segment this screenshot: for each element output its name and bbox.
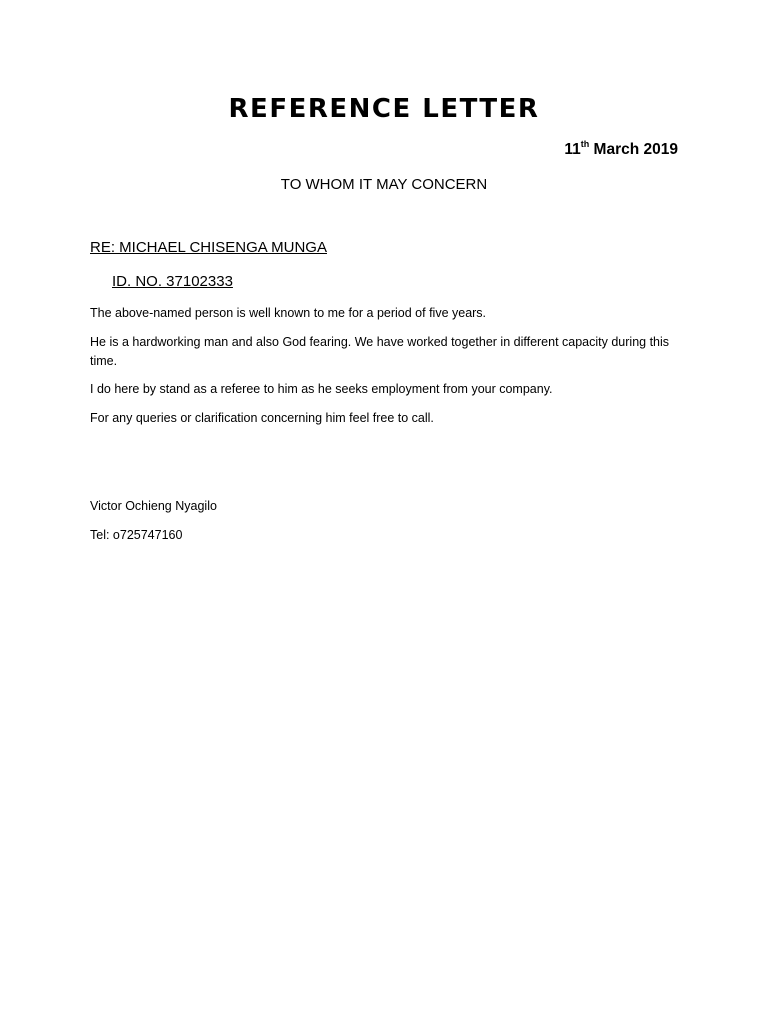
signatory-name: Victor Ochieng Nyagilo xyxy=(90,499,217,513)
letter-date xyxy=(564,140,678,161)
subject-line: RE: MICHAEL CHISENGA MUNGA xyxy=(90,239,327,256)
date-day: 11 xyxy=(564,141,581,158)
body-paragraph: For any queries or clarification concerning him feel free to call. xyxy=(90,411,434,425)
date-suffix: th xyxy=(580,139,590,149)
body-paragraph: The above-named person is well known to me for a period of five years. xyxy=(90,306,487,320)
date-month-year: March 2019 xyxy=(589,141,678,158)
salutation: TO WHOM IT MAY CONCERN xyxy=(280,176,488,193)
signatory-phone: Tel: o725747160 xyxy=(90,528,183,542)
id-number-line: ID. NO. 37102333 xyxy=(112,273,233,290)
body-paragraph: I do here by stand as a referee to him as he seeks employment from your company. xyxy=(90,382,553,396)
body-paragraph: He is a hardworking man and also God fearing. We have worked together in different capacity during this time. xyxy=(90,335,670,368)
letter-title: REFERENCE LETTER xyxy=(228,94,540,124)
